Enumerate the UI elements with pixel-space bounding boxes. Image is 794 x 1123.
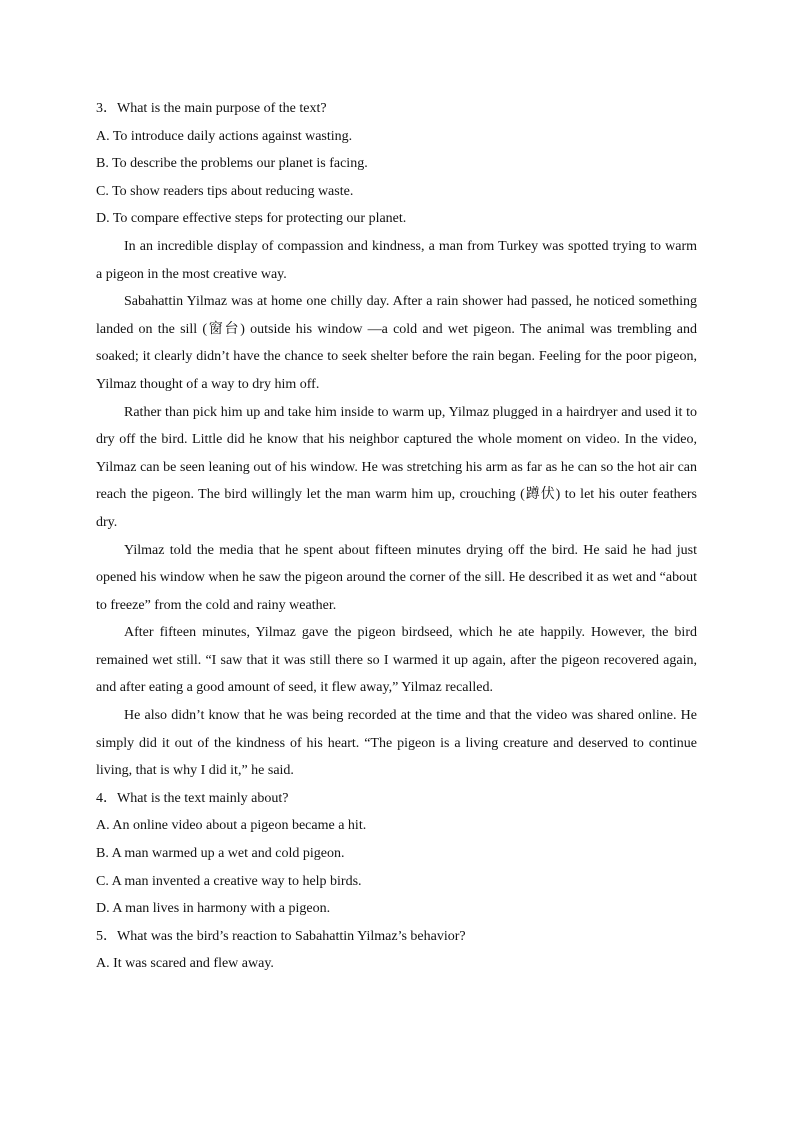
passage-paragraph-3: Rather than pick him up and take him inside to warm up, Yilmaz plugged in a hairdryer and used it to dry off the bird. Little did he know that his neighbor captured the whole moment on video. In the video, Yilmaz can be seen leaning out of his window. He was stretching his arm as far as he can so the hot air can reach the pigeon. The bird willingly let the man warm him up, crouching (蹲伏) to let his outer feathers dry. bbox=[96, 404, 697, 530]
q3-option-a: A. To introduce daily actions against wasting. bbox=[96, 128, 353, 144]
q3-option-d: D. To compare effective steps for protecting our planet. bbox=[96, 211, 407, 227]
q4-option-c: C. A man invented a creative way to help birds. bbox=[96, 873, 362, 889]
q4-option-d: D. A man lives in harmony with a pigeon. bbox=[96, 901, 331, 917]
q3-option-b: B. To describe the problems our planet is facing. bbox=[96, 156, 368, 172]
passage-paragraph-4: Yilmaz told the media that he spent about fifteen minutes drying off the bird. He said he had just opened his window when he saw the pigeon around the corner of the sill. He described it as wet and “about to freeze” from the cold and rainy weather. bbox=[96, 542, 697, 613]
question-5: 5．What was the bird’s reaction to Sabahattin Yilmaz’s behavior? bbox=[96, 928, 466, 944]
question-3: 3．What is the main purpose of the text? bbox=[96, 101, 327, 116]
q5-option-a: A. It was scared and flew away. bbox=[96, 956, 274, 972]
question-4: 4．What is the text mainly about? bbox=[96, 790, 289, 806]
passage-paragraph-6: He also didn’t know that he was being recorded at the time and that the video was shared online. He simply did it out of the kindness of his heart. “The pigeon is a living creature and deserved to continue living, that is why I did it,” he said. bbox=[96, 708, 697, 779]
q3-option-c: C. To show readers tips about reducing waste. bbox=[96, 183, 354, 199]
worksheet-page bbox=[96, 95, 697, 978]
passage-paragraph-2: Sabahattin Yilmaz was at home one chilly day. After a rain shower had passed, he noticed something landed on the sill (窗台) outside his window —a cold and wet pigeon. The animal was trembling and soaked; it clearly didn’t have the chance to seek shelter before the rain began. Feeling for the poor pigeon, Yilmaz thought of a way to dry him off. bbox=[96, 294, 697, 392]
q4-option-a: A. An online video about a pigeon became a hit. bbox=[96, 818, 367, 834]
passage-paragraph-1: In an incredible display of compassion and kindness, a man from Turkey was spotted trying to warm a pigeon in the most creative way. bbox=[96, 238, 697, 282]
q4-option-b: B. A man warmed up a wet and cold pigeon. bbox=[96, 846, 345, 862]
passage-paragraph-5: After fifteen minutes, Yilmaz gave the pigeon birdseed, which he ate happily. However, the bird remained wet still. “I saw that it was still there so I warmed it up again, after the pigeon recovered again, and after eating a good amount of seed, it flew away,” Yilmaz recalled. bbox=[96, 625, 697, 696]
